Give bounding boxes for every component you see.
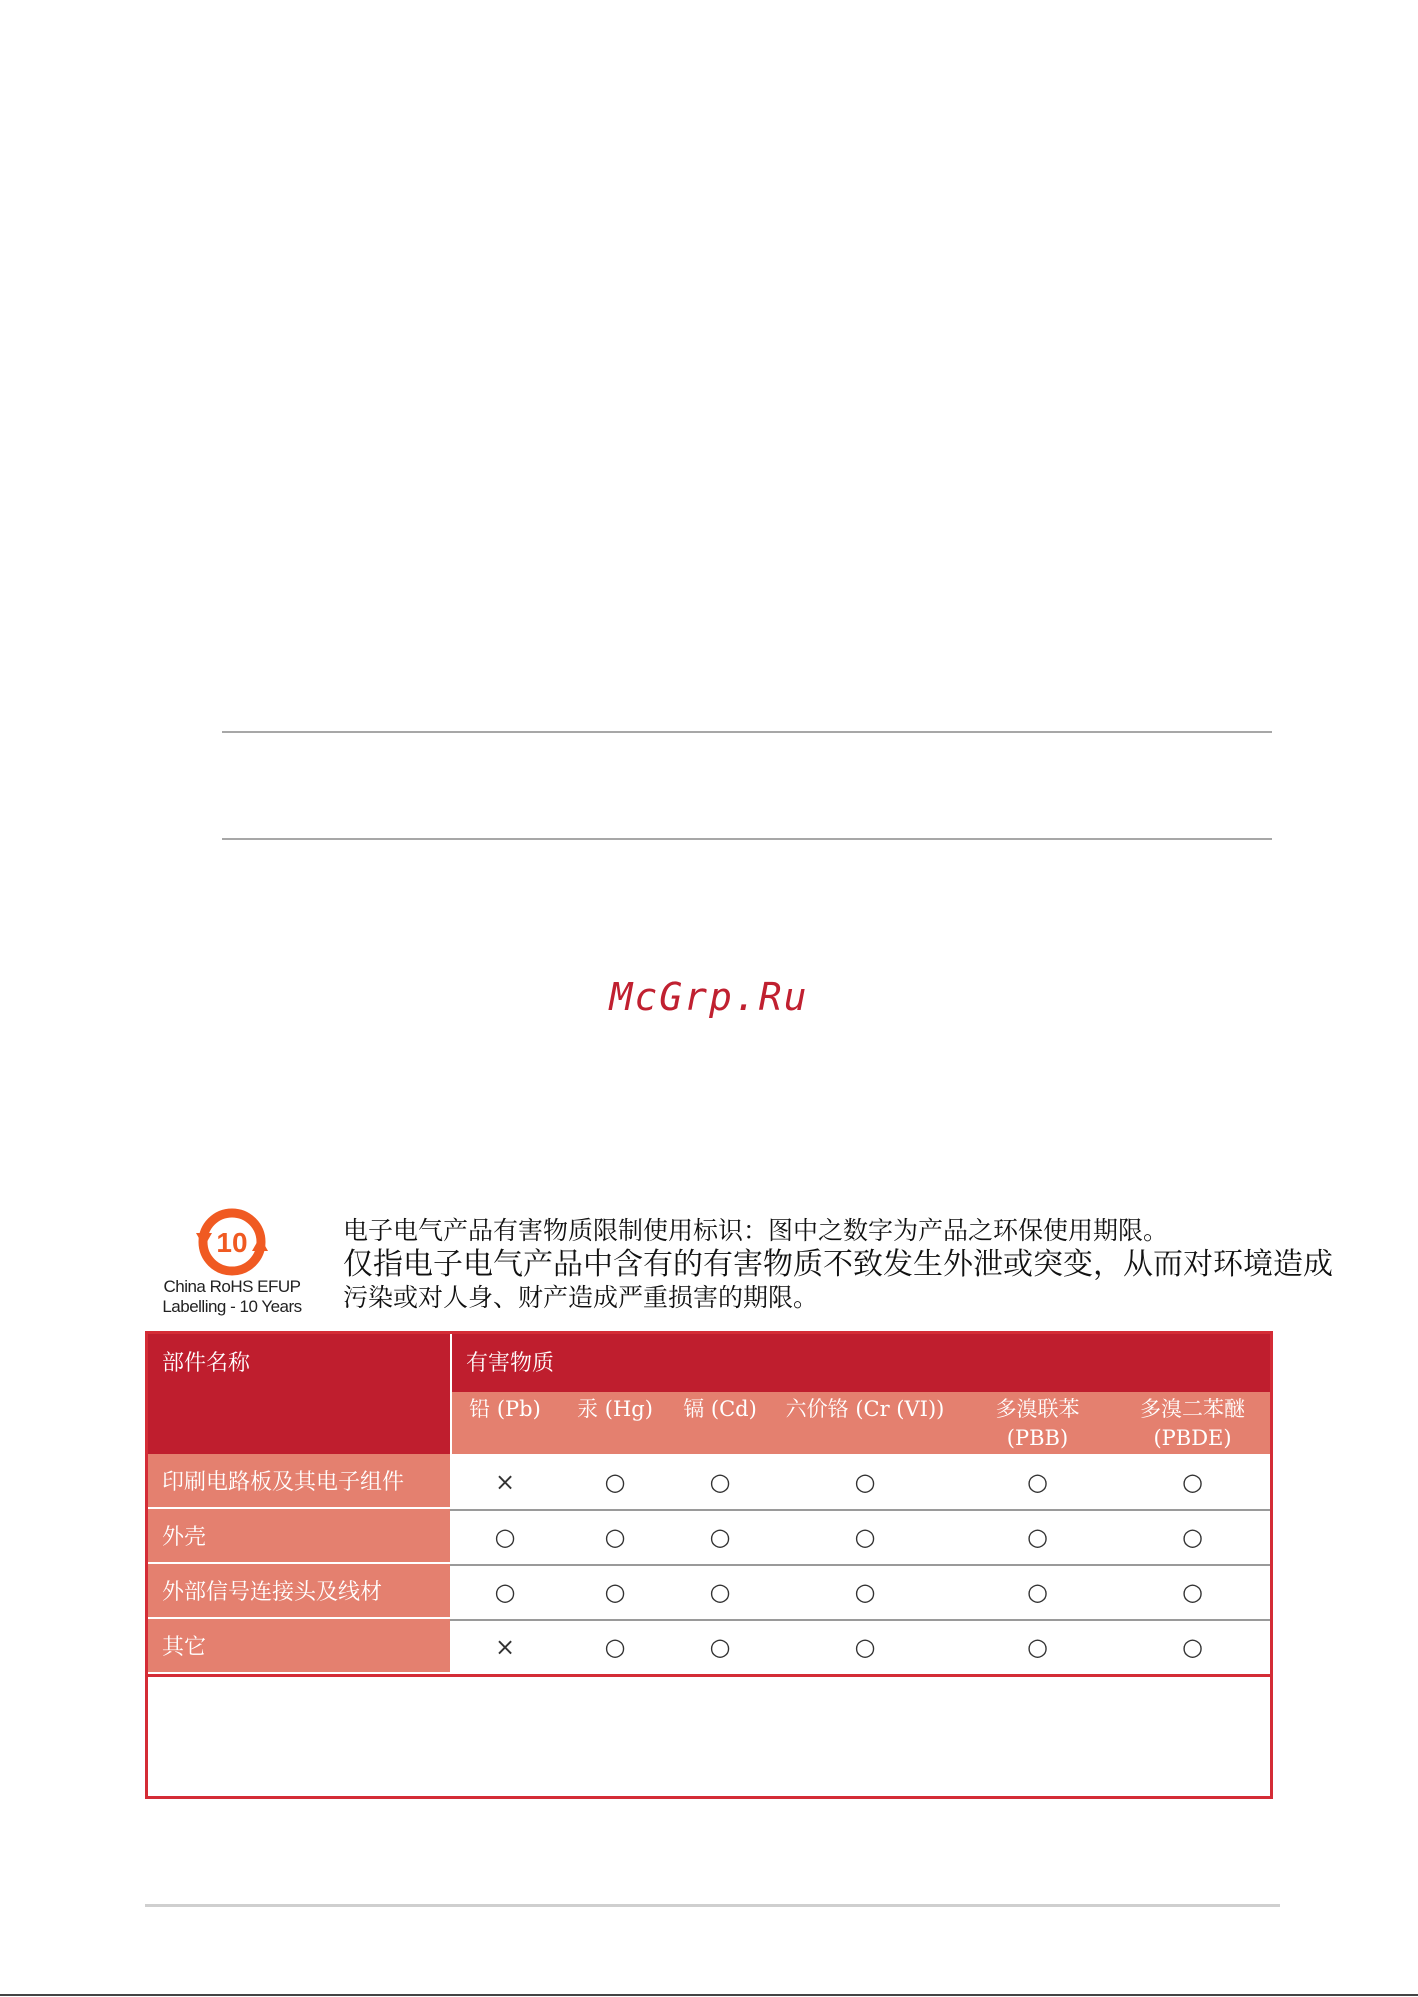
mark-cell: ○	[1027, 1522, 1048, 1551]
statement-line-1: 电子电气产品有害物质限制使用标识：图中之数字为产品之环保使用期限。	[343, 1216, 1169, 1245]
mark-cell: ○	[854, 1522, 876, 1551]
mark-cell: ○	[604, 1467, 626, 1496]
top-rule	[222, 731, 1272, 733]
notes-divider	[148, 1674, 1270, 1677]
mark-cell: ○	[1182, 1522, 1203, 1551]
statement-line-2: 仅指电子电气产品中含有的有害物质不致发生外泄或突变，从而对环境造成	[343, 1247, 1333, 1282]
row-label: 其它	[148, 1619, 450, 1674]
row-label: 印刷电路板及其电子组件	[148, 1454, 450, 1509]
mark-cell: ×	[494, 1632, 516, 1661]
mark-cell: ○	[1182, 1577, 1203, 1606]
second-rule	[222, 838, 1272, 840]
statement-line-3: 污染或对人身、财产造成严重损害的期限。	[343, 1283, 819, 1312]
mark-cell: ○	[709, 1577, 731, 1606]
mark-cell: ○	[854, 1577, 876, 1606]
mark-cell: ○	[494, 1522, 516, 1551]
part-name-header: 部件名称	[162, 1351, 251, 1376]
mark-cell: ○	[854, 1632, 876, 1661]
efup-10-icon	[182, 1203, 282, 1281]
row-label: 外部信号连接头及线材	[148, 1564, 450, 1619]
substance-hg: 汞 (Hg)	[577, 1397, 653, 1421]
mark-cell: ○	[604, 1522, 626, 1551]
page-bottom-rule	[0, 1994, 1418, 1996]
mark-cell: ○	[709, 1522, 731, 1551]
part-name-header-cell	[148, 1334, 450, 1454]
logo-number: 10	[216, 1227, 248, 1258]
mark-cell: ○	[1182, 1632, 1203, 1661]
mark-cell: ×	[494, 1467, 516, 1496]
substance-pbb: 多溴联苯 (PBB)	[995, 1397, 1080, 1450]
mark-cell: ○	[1027, 1577, 1048, 1606]
mark-cell: ○	[604, 1632, 626, 1661]
substances-header: 有害物质	[466, 1351, 555, 1376]
substance-pb: 铅 (Pb)	[469, 1397, 541, 1421]
mark-cell: ○	[1182, 1467, 1203, 1496]
substance-cd: 镉 (Cd)	[683, 1397, 757, 1421]
hazardous-substance-table	[145, 1331, 1273, 1799]
mark-cell: ○	[1027, 1467, 1048, 1496]
mark-cell: ○	[854, 1467, 876, 1496]
row-label: 外壳	[148, 1509, 450, 1564]
rohs-statement	[343, 1214, 1333, 1314]
mark-cell: ○	[709, 1467, 731, 1496]
rohs-efup-logo	[148, 1203, 316, 1323]
mark-cell: ○	[709, 1632, 731, 1661]
mark-cell: ○	[494, 1577, 516, 1606]
logo-caption: China RoHS EFUP Labelling - 10 Years	[162, 1277, 302, 1316]
substance-pbde: 多溴二苯醚 (PBDE)	[1140, 1397, 1245, 1450]
substance-cr6: 六价铬 (Cr (VI))	[785, 1397, 945, 1421]
footer-rule	[145, 1904, 1280, 1907]
watermark: McGrp.Ru	[609, 975, 809, 1019]
substances-header-cell	[450, 1334, 1270, 1392]
mark-cell: ○	[604, 1577, 626, 1606]
mark-cell: ○	[1027, 1632, 1048, 1661]
